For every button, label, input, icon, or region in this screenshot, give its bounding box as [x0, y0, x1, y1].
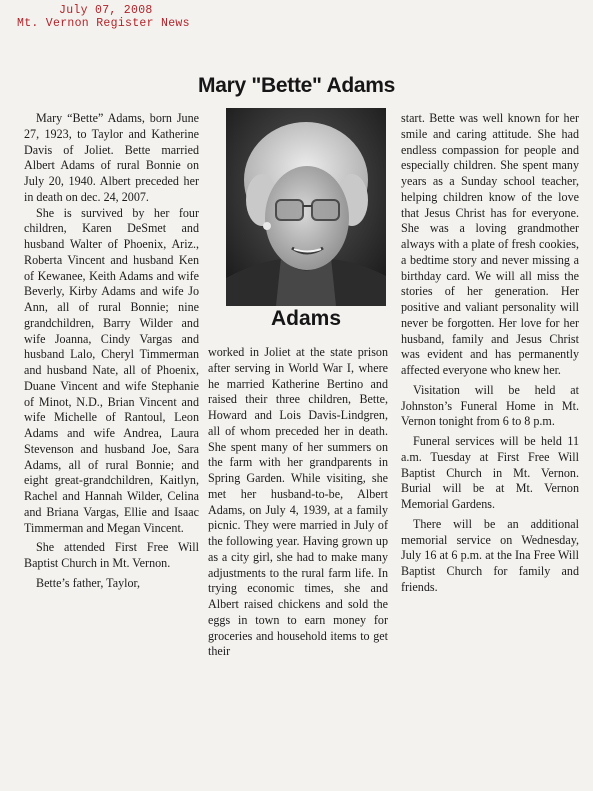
paragraph: Mary “Bette” Adams, born June 27, 1923, to Taylor and Katherine Davis of Joliet. Bette married Albert Adams of rural Bonnie on July 20, 1940. Albert preceded her in death on dec. 24, 2007. [24, 111, 199, 204]
text-column-1 [24, 111, 199, 592]
text-column-2 [208, 345, 388, 660]
clipping-stamp [17, 4, 190, 30]
paragraph: There will be an additional memorial service on Wednesday, July 16 at 6 p.m. at the Ina Free Will Baptist Church for family and friends. [401, 516, 579, 594]
paragraph: Bette’s father, Taylor, [36, 575, 141, 590]
stamp-date: July 07, 2008 [59, 4, 153, 17]
portrait-photo [226, 108, 386, 306]
paragraph: start. Bette was well known for her smile and caring attitude. She had endless compassion for people and especially children. She spent many years as a Sunday school teacher, helping children know of the love that Jesus Christ has for everyone. She was a loving grandmother always with a plate of fresh cookies, a bedtime story and never missing a birthday card. We will all miss the stories of her generation. Her positive and valiant personality will never be forgotten. Her love for her husband, family and Jesus Christ was evident and has permanently affected everyone who knew her. [401, 111, 579, 377]
paragraph: She attended First Free Will Baptist Church in Mt. Vernon. [24, 540, 199, 570]
paragraph: worked in Joliet at the state prison after serving in World War I, where he married Katherine Bertino and raised their three children, Bette, Howard and Lois Davis-Lindgren, all of whom preceded her in death. She spent many of her summers on the farm with her grandparents in Spring Garden. While visiting, she met her husband-to-be, Albert Adams, on July 4, 1939, at a family picnic. They were married in July of the following year. Having grown up as a city girl, she had to make many adjustments to the rural farm life. In trying economic times, she and Albert raised chickens and sold the eggs in town to earn money for groceries and household items to get their [208, 345, 388, 659]
text-column-3 [401, 111, 579, 596]
paragraph: Visitation will be held at Johnston’s Funeral Home in Mt. Vernon tonight from 6 to 8 p.m. [401, 382, 579, 429]
stamp-source: Mt. Vernon Register News [17, 17, 190, 30]
photo-caption: Adams [270, 307, 342, 330]
headline: Mary "Bette" Adams [198, 74, 395, 97]
paragraph: Funeral services will be held 11 a.m. Tuesday at First Free Will Baptist Church in Mt. Vernon. Burial will be at Mt. Vernon Memorial Gardens. [401, 434, 579, 511]
paragraph: She is survived by her four children, Karen DeSmet and husband Walter of Phoenix, Ariz., Roberta Vincent and husband Ken of Kewanee, Keith Adams and wife Beverly, Kirby Adams and wife Jo Ann, all of rural Bonnie; nine grandchildren, Barry Wilder and wife Joanna, Cindy Vargas and husband Lalo, Cheryl Timmerman and husband Nate, all of Phoenix, Duane Vincent and wife Stephanie of Minot, N.D., Brian Vincent and wife Michelle of Rantoul, Leon Adams and wife Andrea, Laura Stevenson and husband Joe, Sara Adams, all of rural Bonnie; and eight great-grandchildren, Kaitlyn, Rachel and Hannah Wilder, Celina and Briana Vargas, Ellie and Isaac Timmerman and Megan Vincent. [24, 205, 199, 535]
